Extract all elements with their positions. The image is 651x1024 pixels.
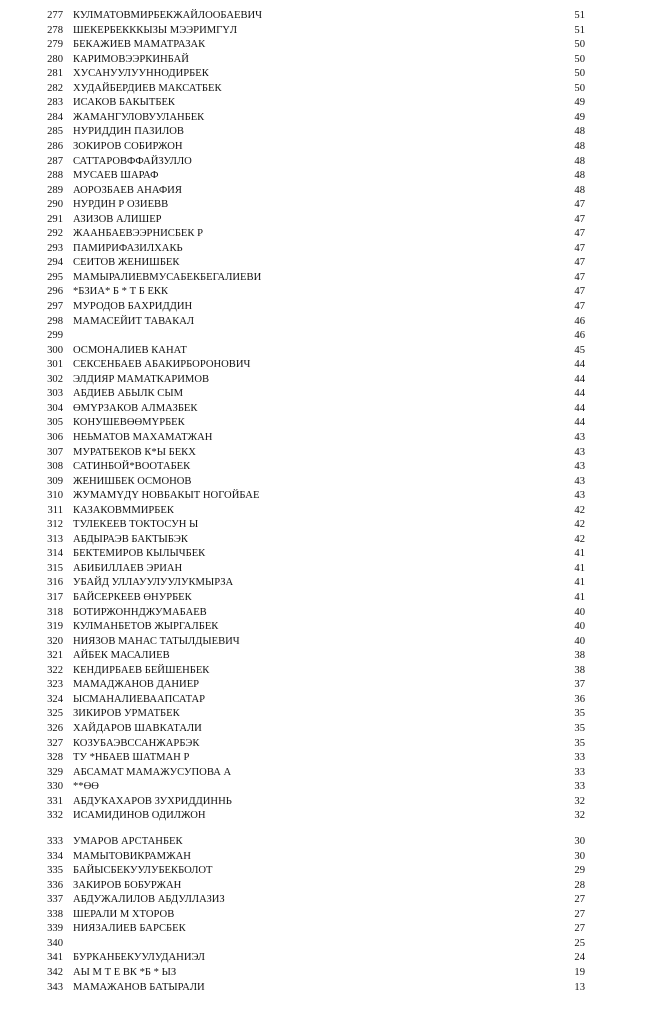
row-number: 332 — [47, 810, 63, 822]
table-row — [0, 242, 651, 257]
table-row — [0, 981, 651, 996]
row-number: 338 — [47, 908, 63, 920]
score-value: 50 — [574, 53, 585, 65]
participant-name: АБДЫРАЭВ БАКТЫБЭК — [73, 533, 188, 545]
table-row — [0, 722, 651, 737]
score-value: 33 — [574, 781, 585, 793]
row-number: 294 — [47, 257, 63, 269]
row-number: 278 — [47, 24, 63, 36]
row-number: 280 — [47, 53, 63, 65]
score-value: 48 — [574, 170, 585, 182]
participant-name: МАМАЖАНОВ БАТЫРАЛИ — [73, 981, 205, 993]
table-row — [0, 67, 651, 82]
participant-name: АБДУКАХАРОВ ЗУХРИДДИННЬ — [73, 795, 232, 807]
participant-name: САТИНБОЙ*ВООТАБЕК — [73, 461, 191, 473]
row-number: 287 — [47, 155, 63, 167]
table-row — [0, 387, 651, 402]
table-row — [0, 489, 651, 504]
score-value: 41 — [574, 548, 585, 560]
table-row — [0, 213, 651, 228]
table-row — [0, 38, 651, 53]
score-value: 48 — [574, 126, 585, 138]
score-value: 29 — [574, 865, 585, 877]
score-value: 38 — [574, 650, 585, 662]
participant-name: КОЗУБАЭВССАНЖАРБЭК — [73, 737, 200, 749]
participant-name: БЕКАЖИЕВ МАМАТРАЗАК — [73, 39, 206, 51]
row-number: 335 — [47, 865, 63, 877]
row-number: 322 — [47, 664, 63, 676]
row-number: 318 — [47, 606, 63, 618]
participant-name: КЕНДИРБАЕВ БЕЙШЕНБЕК — [73, 664, 210, 676]
participant-name: КАЗАКОВММИРБЕК — [73, 504, 174, 516]
score-value: 27 — [574, 908, 585, 920]
table-row — [0, 111, 651, 126]
participant-name: МУСАЕВ ШАРАФ — [73, 170, 159, 182]
participant-name: КУЛМАНБЕТОВ ЖЫРГАЛБЕК — [73, 621, 219, 633]
score-value: 47 — [574, 213, 585, 225]
table-row — [0, 893, 651, 908]
participant-name: ЗОКИРОВ СОБИРЖОН — [73, 140, 183, 152]
table-row — [0, 504, 651, 519]
table-row — [0, 53, 651, 68]
participant-name: ХАЙДАРОВ ШАВКАТАЛИ — [73, 722, 202, 734]
participant-name: ХУСАНУУЛУУННОДИРБЕК — [73, 68, 209, 80]
score-value: 47 — [574, 228, 585, 240]
row-number: 285 — [47, 126, 63, 138]
row-number: 311 — [47, 504, 63, 516]
score-value: 41 — [574, 592, 585, 603]
score-value: 32 — [574, 810, 585, 822]
score-value: 37 — [574, 679, 585, 691]
participant-name: НИЯЗАЛИЕВ БАРСБЕК — [73, 923, 186, 935]
score-value: 49 — [574, 97, 585, 109]
table-row — [0, 315, 651, 330]
row-number: 286 — [47, 140, 63, 152]
table-row — [0, 518, 651, 533]
table-row — [0, 737, 651, 752]
row-number: 283 — [47, 97, 63, 109]
score-value: 47 — [574, 286, 585, 298]
participant-name: СЕИТОВ ЖЕНИШБЕК — [73, 257, 180, 269]
row-number: 315 — [47, 562, 63, 574]
participant-name: ЖАМАНГУЛОВУУЛАНБЕК — [73, 111, 205, 123]
row-number: 296 — [47, 286, 63, 298]
row-number: 323 — [47, 679, 63, 691]
table-row — [0, 562, 651, 577]
score-value: 25 — [574, 937, 585, 949]
row-number: 341 — [47, 952, 63, 964]
row-number: 312 — [47, 519, 63, 531]
row-number: 325 — [47, 708, 63, 720]
table-row — [0, 416, 651, 431]
participant-name: ЗАКИРОВ БОБУРЖАН — [73, 879, 182, 891]
table-row — [0, 402, 651, 417]
participant-name: МАМАДЖАНОВ ДАНИЕР — [73, 679, 200, 691]
row-number: 282 — [47, 82, 63, 94]
score-value: 30 — [574, 836, 585, 847]
participant-name: НУРИДДИН ПАЗИЛОВ — [73, 126, 184, 138]
table-row — [0, 879, 651, 894]
row-number: 326 — [47, 722, 63, 734]
score-value: 28 — [574, 879, 585, 891]
table-row — [0, 256, 651, 271]
table-row — [0, 908, 651, 923]
score-value: 42 — [574, 533, 585, 545]
table-row — [0, 576, 651, 591]
table-row — [0, 795, 651, 810]
row-number: 319 — [47, 621, 63, 633]
score-value: 47 — [574, 271, 585, 283]
row-number: 295 — [47, 271, 63, 283]
row-number: 277 — [47, 10, 63, 21]
table-row — [0, 285, 651, 300]
table-row — [0, 678, 651, 693]
table-row — [0, 809, 651, 824]
row-number: 309 — [47, 475, 63, 487]
participant-name: ШЕРАЛИ М ХТОРОВ — [73, 908, 175, 920]
participant-name: БАЙСЕРКЕЕВ ӨНУРБЕК — [73, 592, 192, 603]
score-value: 40 — [574, 606, 585, 618]
row-number: 308 — [47, 461, 63, 473]
table-row — [0, 664, 651, 679]
score-value: 46 — [574, 330, 585, 342]
score-value: 50 — [574, 68, 585, 80]
row-number: 281 — [47, 68, 63, 80]
row-number: 337 — [47, 894, 63, 906]
score-value: 50 — [574, 39, 585, 51]
score-value: 48 — [574, 184, 585, 196]
participant-name: НИЯЗОВ МАНАС ТАТЫЛДЫЕВИЧ — [73, 635, 240, 647]
score-value: 24 — [574, 952, 585, 964]
table-row — [0, 533, 651, 548]
row-number: 284 — [47, 111, 63, 123]
score-value: 48 — [574, 155, 585, 167]
row-number: 291 — [47, 213, 63, 225]
participant-name: ЖЕНИШБЕК ОСМОНОВ — [73, 475, 192, 487]
row-number: 288 — [47, 170, 63, 182]
score-value: 32 — [574, 795, 585, 807]
participant-name: МАМЫТОВИКРАМЖАН — [73, 850, 191, 862]
row-number: 289 — [47, 184, 63, 196]
score-value: 13 — [574, 981, 585, 993]
score-value: 40 — [574, 635, 585, 647]
score-value: 51 — [574, 24, 585, 36]
table-row — [0, 184, 651, 199]
participant-name: ЖААНБАЕВЭЭРНИСБЕК Р — [73, 228, 203, 240]
table-row — [0, 707, 651, 722]
table-row — [0, 96, 651, 111]
score-value: 47 — [574, 242, 585, 254]
score-value: 30 — [574, 850, 585, 862]
participant-name: ӨМҮРЗАКОВ АЛМАЗБЕК — [73, 402, 198, 414]
table-row — [0, 922, 651, 937]
table-row — [0, 547, 651, 562]
score-value: 49 — [574, 111, 585, 123]
table-row — [0, 780, 651, 795]
row-number: 299 — [47, 330, 63, 342]
table-row — [0, 649, 651, 664]
table-row — [0, 591, 651, 606]
row-number: 331 — [47, 795, 63, 807]
participant-name: ХУДАЙБЕРДИЕВ МАКСАТБЕК — [73, 82, 222, 94]
table-row — [0, 635, 651, 650]
participant-name: МУРОДОВ БАХРИДДИН — [73, 301, 193, 312]
participant-name: БОТИРЖОННДЖУМАБАЕВ — [73, 606, 207, 618]
row-number: 343 — [47, 981, 63, 993]
table-row — [0, 125, 651, 140]
table-row — [0, 329, 651, 344]
row-number: 329 — [47, 766, 63, 778]
table-row — [0, 850, 651, 865]
participant-name: БУРКАНБЕКУУЛУДАНИЭЛ — [73, 952, 205, 964]
participant-name: ЗИКИРОВ УРМАТБЕК — [73, 708, 180, 720]
score-value: 43 — [574, 446, 585, 458]
row-number: 330 — [47, 781, 63, 793]
row-number: 301 — [47, 359, 63, 371]
table-row — [0, 475, 651, 490]
participant-name: АОРОЗБАЕВ АНАФИЯ — [73, 184, 182, 196]
score-value: 33 — [574, 766, 585, 778]
participant-name: КУЛМАТОВМИРБЕКЖАЙЛООБАЕВИЧ — [73, 10, 263, 21]
participant-name: ПАМИРИФАЗИЛХАКЬ — [73, 242, 183, 254]
participant-name: АБСАМАТ МАМАЖУСУПОВА А — [73, 766, 232, 778]
participant-name: АЙБЕК МАСАЛИЕВ — [73, 650, 170, 662]
participant-name: УБАЙД УЛЛАУУЛУУЛУКМЫРЗА — [73, 577, 234, 589]
table-row — [0, 140, 651, 155]
table-row — [0, 460, 651, 475]
participant-name: ИСАМИДИНОВ ОДИЛЖОН — [73, 810, 206, 822]
participant-name: ОСМОНАЛИЕВ КАНАТ — [73, 344, 187, 356]
table-row — [0, 966, 651, 981]
participant-name: ЫСМАНАЛИЕВААПСАТАР — [73, 693, 206, 705]
table-row — [0, 358, 651, 373]
score-value: 45 — [574, 344, 585, 356]
participant-name: НУРДИН Р ОЗИЕВВ — [73, 199, 169, 211]
score-value: 27 — [574, 894, 585, 906]
table-row — [0, 24, 651, 39]
row-number: 320 — [47, 635, 63, 647]
participant-name: МАМЫРАЛИЕВМУСАБЕКБЕГАЛИЕВИ — [73, 271, 262, 283]
participant-name: **ӨӨ — [73, 781, 99, 793]
row-number: 336 — [47, 879, 63, 891]
row-number: 313 — [47, 533, 63, 545]
row-number: 293 — [47, 242, 63, 254]
table-row — [0, 198, 651, 213]
participant-name: ТУЛЕКЕЕВ ТОКТОСУН Ы — [73, 519, 199, 531]
row-number: 303 — [47, 388, 63, 400]
row-number: 339 — [47, 923, 63, 935]
participant-name: САТТАРОВФФАЙЗУЛЛО — [73, 155, 192, 167]
participant-name: ШЕКЕРБЕКККЫЗЫ МЭЭРИМГҮЛ — [73, 24, 238, 36]
table-row — [0, 431, 651, 446]
row-number: 297 — [47, 301, 63, 312]
table-row — [0, 82, 651, 97]
row-number: 328 — [47, 752, 63, 764]
participant-name: БАЙЫСБЕКУУЛУБЕКБОЛОТ — [73, 865, 213, 877]
score-value: 44 — [574, 388, 585, 400]
table-row — [0, 693, 651, 708]
participant-name: УМАРОВ АРСТАНБЕК — [73, 836, 183, 847]
row-number: 334 — [47, 850, 63, 862]
participant-name: ТУ *НБАЕВ ШАТМАН Р — [73, 752, 190, 764]
table-row — [0, 9, 651, 24]
table-row — [0, 373, 651, 388]
score-value: 46 — [574, 315, 585, 327]
row-number: 333 — [47, 836, 63, 847]
table-row — [0, 864, 651, 879]
participant-name: ИСАКОВ БАКЫТБЕК — [73, 97, 175, 109]
score-value: 41 — [574, 577, 585, 589]
row-number: 310 — [47, 490, 63, 502]
score-value: 35 — [574, 722, 585, 734]
participant-name: БЕКТЕМИРОВ КЫЛЫЧБЕК — [73, 548, 206, 560]
table-row — [0, 271, 651, 286]
row-number: 292 — [47, 228, 63, 240]
score-value: 41 — [574, 562, 585, 574]
row-number: 290 — [47, 199, 63, 211]
participant-name: ЭЛДИЯР МАМАТКАРИМОВ — [73, 373, 210, 385]
row-number: 340 — [47, 937, 63, 949]
participant-name: НЕЬМАТОВ МАХАМАТЖАН — [73, 431, 213, 443]
participant-name: МУРАТБЕКОВ К*Ы БЕКХ — [73, 446, 196, 458]
table-row — [0, 937, 651, 952]
score-value: 33 — [574, 752, 585, 764]
participant-name: АБДУЖАЛИЛОВ АБДУЛЛАЗИЗ — [73, 894, 225, 906]
score-value: 27 — [574, 923, 585, 935]
score-value: 48 — [574, 140, 585, 152]
score-value: 43 — [574, 475, 585, 487]
table-row — [0, 606, 651, 621]
table-row — [0, 620, 651, 635]
score-value: 44 — [574, 373, 585, 385]
participant-name: ЖУМАМҮДҮ НОВБАКЫТ НОГОЙБАЕ — [73, 490, 260, 502]
table-row — [0, 766, 651, 781]
participant-name: КАРИМОВЭЭРКИНБАЙ — [73, 53, 189, 65]
row-number: 305 — [47, 417, 63, 429]
score-value: 47 — [574, 257, 585, 269]
participant-name: АЫ М Т Е ВК *Б * ЫЗ — [73, 966, 177, 978]
score-value: 35 — [574, 708, 585, 720]
table-row — [0, 951, 651, 966]
table-row — [0, 751, 651, 766]
table-row — [0, 155, 651, 170]
table-row — [0, 835, 651, 850]
participant-name: АЗИЗОВ АЛИШЕР — [73, 213, 162, 225]
row-number: 307 — [47, 446, 63, 458]
table-row — [0, 169, 651, 184]
score-value: 35 — [574, 737, 585, 749]
score-value: 36 — [574, 693, 585, 705]
score-value: 42 — [574, 504, 585, 516]
row-number: 306 — [47, 431, 63, 443]
row-number: 316 — [47, 577, 63, 589]
participant-name: КОНУШЕВӨӨМҮРБЕК — [73, 417, 185, 429]
row-number: 327 — [47, 737, 63, 749]
participant-name: *БЗИА* Б * Т Б ЕКК — [73, 286, 169, 298]
score-value: 43 — [574, 461, 585, 473]
score-value: 47 — [574, 301, 585, 312]
participant-name: АБИБИЛЛАЕВ ЭРИАН — [73, 562, 183, 574]
row-number: 304 — [47, 402, 63, 414]
score-value: 44 — [574, 402, 585, 414]
row-number: 321 — [47, 650, 63, 662]
score-value: 43 — [574, 431, 585, 443]
row-number: 298 — [47, 315, 63, 327]
row-number: 324 — [47, 693, 63, 705]
row-number: 317 — [47, 592, 63, 603]
score-value: 40 — [574, 621, 585, 633]
row-number: 342 — [47, 966, 63, 978]
score-value: 42 — [574, 519, 585, 531]
participant-name: АБДИЕВ АБЫЛК СЫМ — [73, 388, 183, 400]
score-value: 43 — [574, 490, 585, 502]
score-value: 51 — [574, 10, 585, 21]
row-number: 300 — [47, 344, 63, 356]
participant-name: МАМАСЕЙИТ ТАВАКАЛ — [73, 315, 195, 327]
score-value: 38 — [574, 664, 585, 676]
participant-name: СЕКСЕНБАЕВ АБАКИРБОРОНОВИЧ — [73, 359, 251, 371]
table-row — [0, 344, 651, 359]
table-row — [0, 300, 651, 315]
table-row — [0, 227, 651, 242]
row-number: 314 — [47, 548, 63, 560]
score-value: 44 — [574, 417, 585, 429]
row-number: 279 — [47, 39, 63, 51]
row-number: 302 — [47, 373, 63, 385]
score-value: 47 — [574, 199, 585, 211]
score-value: 50 — [574, 82, 585, 94]
score-value: 44 — [574, 359, 585, 371]
score-value: 19 — [574, 966, 585, 978]
table-row — [0, 446, 651, 461]
